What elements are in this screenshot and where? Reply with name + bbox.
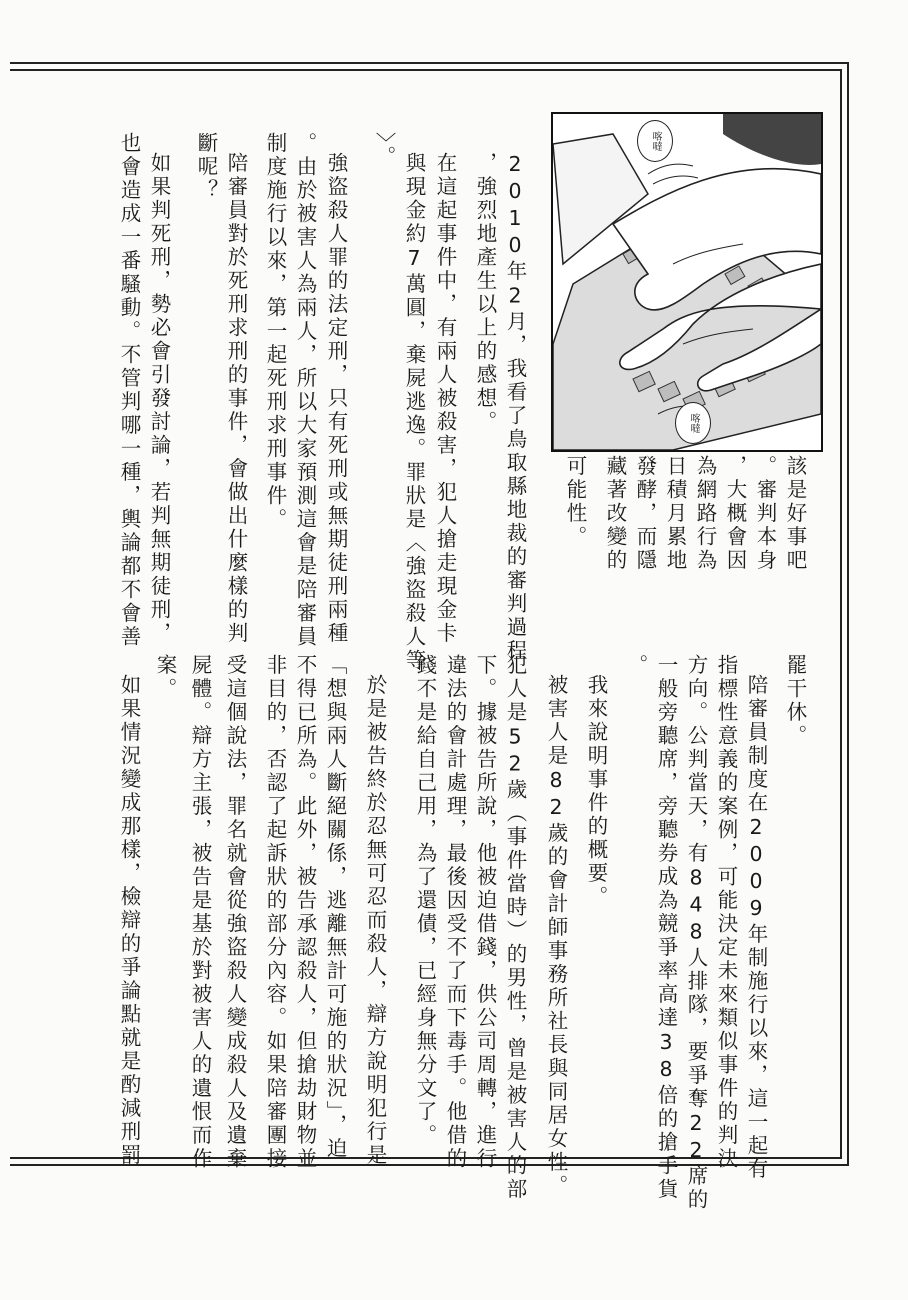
text-column: 罷干休。 bbox=[783, 654, 807, 748]
text-column: 也會造成一番騷動。不管判哪一種，輿論都不會善 bbox=[117, 132, 141, 649]
text-column: 受這個說法，罪名就會從強盜殺人變成殺人及遺棄 bbox=[223, 654, 247, 1171]
text-column: 與現金約7萬圓，棄屍逃逸。罪狀是〈強盜殺人等 bbox=[402, 152, 426, 673]
text-column: 非目的，否認了起訴狀的部分內容。如果陪審團接 bbox=[263, 654, 287, 1171]
text-column: 為網路行為 bbox=[693, 455, 717, 573]
text-column: 不得已所為。此外，被告承認殺人，但搶劫財物並 bbox=[293, 654, 317, 1171]
text-column: 發酵，而隱 bbox=[633, 455, 657, 573]
text-column: 於是被告終於忍無可忍而殺人，辯方說明犯行是 bbox=[363, 674, 387, 1168]
text-column: 指標性意義的案例，可能決定未來類似事件的判決 bbox=[714, 654, 738, 1171]
text-column: 在這起事件中，有兩人被殺害，犯人搶走現金卡 bbox=[433, 152, 457, 646]
text-column: 違法的會計處理，最後因受不了而下毒手。他借的 bbox=[443, 654, 467, 1171]
text-column: 如果判死刑，勢必會引發討論，若判無期徒刑， bbox=[147, 152, 171, 646]
text-column: ，強烈地產生以上的感想。 bbox=[473, 152, 497, 434]
top-rule-inner bbox=[10, 69, 842, 71]
text-column: ，大概會因 bbox=[723, 455, 747, 573]
right-border-outer bbox=[847, 62, 849, 1166]
text-column: 案。 bbox=[153, 654, 177, 701]
text-column: 。 bbox=[624, 654, 648, 678]
text-column: 藏著改變的 bbox=[603, 455, 627, 573]
text-column: 被害人是82歲的會計師事務所社長與同居女性。 bbox=[544, 674, 568, 1198]
text-column: 方向。公判當天，有848人排隊，要爭奪22席的 bbox=[684, 654, 708, 1212]
text-column: 錢不是給自己用，為了還債，已經身無分文了。 bbox=[413, 654, 437, 1148]
right-border-inner bbox=[840, 69, 842, 1159]
text-column: 2010年2月，我看了鳥取縣地裁的審判過程 bbox=[503, 152, 527, 663]
text-column: 一般旁聽席，旁聽券成為競爭率高達38倍的搶手貨 bbox=[654, 654, 678, 1202]
sound-effect-bubble-top: 喀噠 bbox=[637, 120, 673, 162]
text-column: 〉。 bbox=[372, 132, 396, 169]
text-column: 斷呢？ bbox=[194, 132, 218, 203]
text-column: 「想與兩人斷絕關係，逃離無計可施的狀況」，迫 bbox=[323, 654, 347, 1161]
text-column: 。審判本身 bbox=[753, 455, 777, 573]
text-column: 制度施行以來，第一起死刑求刑事件。 bbox=[263, 132, 287, 532]
top-rule-outer bbox=[10, 62, 848, 64]
text-column: 可能性。 bbox=[563, 455, 587, 549]
text-column: 下。據被告所說，他被迫借錢，供公司周轉，進行 bbox=[473, 654, 497, 1171]
text-column: 我來說明事件的概要。 bbox=[584, 674, 608, 909]
text-column: 如果情況變成那樣，檢辯的爭論點就是酌減刑罰 bbox=[117, 674, 141, 1168]
sound-effect-bubble-bottom: 喀噠 bbox=[675, 402, 711, 444]
keyboard-drawing bbox=[553, 114, 821, 450]
text-column: 屍體。辯方主張，被告是基於對被害人的遺恨而作 bbox=[188, 654, 212, 1171]
text-column: 該是好事吧 bbox=[783, 455, 807, 573]
text-column: 犯人是52歲（事件當時）的男性，曾是被害人的部 bbox=[503, 654, 527, 1202]
text-column: 陪審員制度在2009年制施行以來，這一起有 bbox=[744, 674, 768, 1182]
typing-hands-illustration bbox=[551, 112, 823, 452]
text-column: 強盜殺人罪的法定刑，只有死刑或無期徒刑兩種 bbox=[324, 152, 348, 646]
text-column: 陪審員對於死刑求刑的事件，會做出什麼樣的判 bbox=[224, 152, 248, 646]
text-column: 日積月累地 bbox=[663, 455, 687, 573]
text-column: 。由於被害人為兩人，所以大家預測這會是陪審員 bbox=[293, 132, 317, 649]
